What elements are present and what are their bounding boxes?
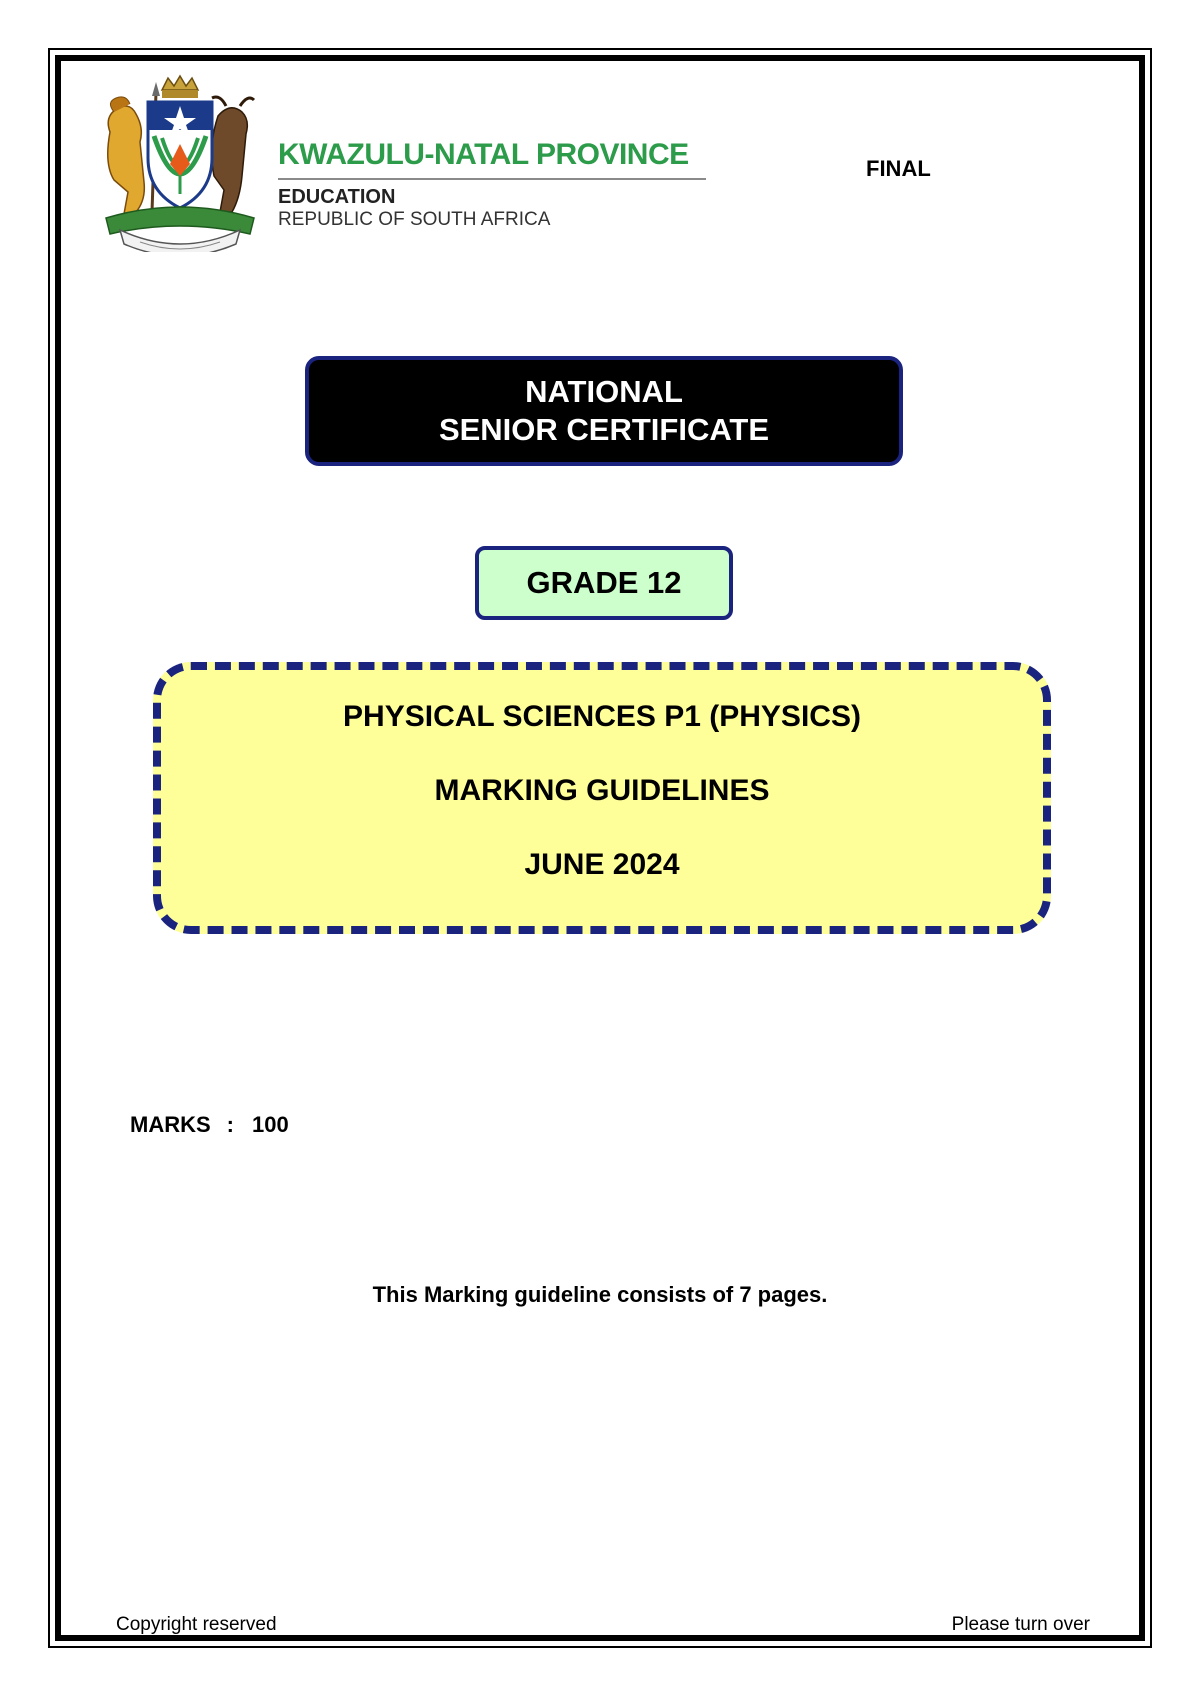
header-divider <box>278 178 706 180</box>
certificate-line-1: NATIONAL <box>525 374 683 409</box>
footer-turn-over: Please turn over <box>951 1614 1090 1635</box>
exam-session: JUNE 2024 <box>524 848 680 881</box>
country-label: REPUBLIC OF SOUTH AFRICA <box>278 209 551 230</box>
coat-of-arms-icon <box>100 72 260 252</box>
marks-separator: : <box>226 1112 234 1137</box>
org-name: KWAZULU-NATAL PROVINCE <box>278 138 689 171</box>
page-count-note: This Marking guideline consists of 7 pages. <box>372 1282 828 1307</box>
footer-copyright: Copyright reserved <box>116 1614 277 1635</box>
marks-label: MARKS <box>130 1112 211 1137</box>
certificate-banner <box>305 356 903 466</box>
status-label: FINAL <box>866 156 931 181</box>
marks-line <box>130 1112 289 1138</box>
certificate-line-2: SENIOR CERTIFICATE <box>438 412 770 447</box>
grade-badge: GRADE 12 <box>475 546 733 620</box>
subject-panel <box>153 662 1051 934</box>
marks-value: 100 <box>252 1112 289 1137</box>
department-label: EDUCATION <box>278 186 396 208</box>
subject-title: PHYSICAL SCIENCES P1 (PHYSICS) <box>343 700 861 733</box>
document-type: MARKING GUIDELINES <box>434 774 770 807</box>
